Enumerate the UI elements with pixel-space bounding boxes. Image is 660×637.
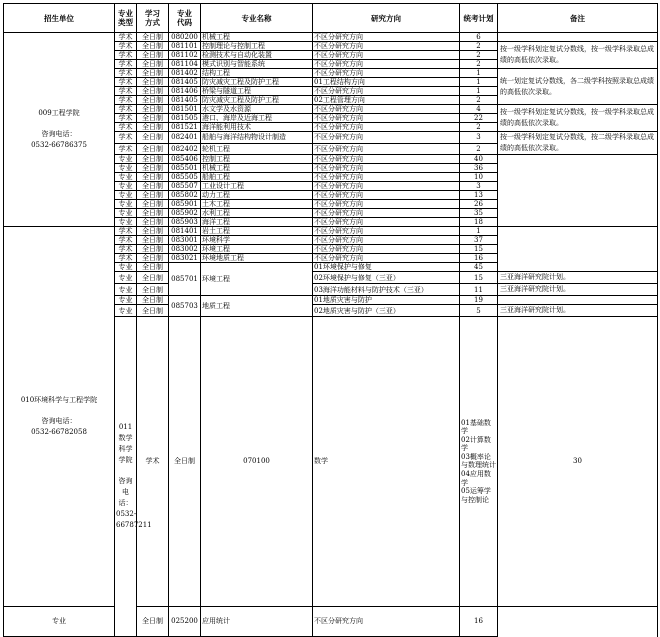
- cell-plan: 19: [460, 296, 498, 305]
- cell-type: 专业: [115, 200, 137, 209]
- cell-type: 学术: [115, 245, 137, 254]
- cell-direction: 不区分研究方向: [313, 218, 460, 227]
- cell-mode: 全日制: [137, 191, 169, 200]
- cell-type: 学术: [115, 51, 137, 60]
- cell-mode: 全日制: [137, 284, 169, 296]
- unit-cell-011: [115, 317, 152, 637]
- cell-code: 085501: [169, 164, 201, 173]
- cell-type: 专业: [4, 606, 115, 636]
- cell-note: 三亚海洋研究院计划。: [498, 272, 658, 284]
- cell-direction: 不区分研究方向: [313, 606, 460, 636]
- cell-note: 按一级学科划定复试分数线，按二级学科录取总成绩的高低依次录取。: [498, 132, 658, 155]
- cell-direction: 不区分研究方向: [313, 87, 460, 96]
- cell-type: 学术: [115, 87, 137, 96]
- cell-major: 动力工程: [201, 191, 313, 200]
- cell-major: 岩土工程: [201, 227, 313, 236]
- unit-name: 011数学科学学院: [118, 423, 133, 464]
- cell-mode: 全日制: [137, 200, 169, 209]
- cell-direction: 不区分研究方向: [313, 114, 460, 123]
- cell-direction: 不区分研究方向: [313, 132, 460, 144]
- cell-code: 085406: [169, 155, 201, 164]
- admissions-table: [3, 3, 658, 637]
- cell-type: 学术: [115, 69, 137, 78]
- cell-direction: 02地质灾害与防护（三亚）: [313, 305, 460, 317]
- cell-mode: 全日制: [137, 182, 169, 191]
- cell-direction: 不区分研究方向: [313, 155, 460, 164]
- cell-plan: 6: [460, 33, 498, 42]
- cell-code: 085901: [169, 200, 201, 209]
- cell-direction: 不区分研究方向: [313, 143, 460, 155]
- cell-plan: 45: [460, 263, 498, 272]
- cell-type: 专业: [115, 296, 137, 305]
- cell-major: 环境工程: [201, 263, 313, 296]
- cell-plan: 1: [460, 87, 498, 96]
- cell-mode: 全日制: [137, 33, 169, 42]
- cell-major: 机械工程: [201, 33, 313, 42]
- cell-code: 025200: [169, 606, 201, 636]
- cell-plan: 18: [460, 218, 498, 227]
- cell-direction: 不区分研究方向: [313, 182, 460, 191]
- cell-major: 轮机工程: [201, 143, 313, 155]
- cell-code: 083002: [169, 245, 201, 254]
- cell-plan: 35: [460, 209, 498, 218]
- header-notes: 备注: [498, 4, 658, 33]
- cell-note: 按一级学科划定复试分数线，按一级学科录取总成绩的高低依次录取。: [498, 105, 658, 132]
- cell-major: 环境科学: [201, 236, 313, 245]
- cell-plan: 15: [460, 272, 498, 284]
- cell-major: 地质工程: [201, 296, 313, 317]
- cell-direction: 不区分研究方向: [313, 123, 460, 132]
- cell-type: 学术: [115, 123, 137, 132]
- cell-mode: 全日制: [137, 78, 169, 87]
- cell-plan: 2: [460, 123, 498, 132]
- cell-type: 学术: [115, 42, 137, 51]
- cell-code: 082402: [169, 143, 201, 155]
- cell-type: 学术: [115, 236, 137, 245]
- cell-type: 专业: [115, 305, 137, 317]
- cell-type: 学术: [115, 96, 137, 105]
- cell-major: 船舶工程: [201, 173, 313, 182]
- cell-mode: 全日制: [137, 60, 169, 69]
- cell-plan: 1: [460, 69, 498, 78]
- table-row: [4, 606, 658, 636]
- cell-code: 081406: [169, 87, 201, 96]
- cell-direction: 不区分研究方向: [313, 105, 460, 114]
- cell-mode: 全日制: [137, 272, 169, 284]
- cell-note: [498, 155, 658, 227]
- cell-note: 三亚海洋研究院计划。: [498, 305, 658, 317]
- cell-mode: 全日制: [137, 123, 169, 132]
- header-mode: 学习 方式: [137, 4, 169, 33]
- cell-direction: 不区分研究方向: [313, 254, 460, 263]
- cell-plan: 2: [460, 143, 498, 155]
- cell-type: 学术: [137, 317, 169, 607]
- unit-cell-010: [4, 227, 115, 607]
- cell-plan: 2: [460, 96, 498, 105]
- cell-code: 085903: [169, 218, 201, 227]
- cell-direction: 01基础数学 02计算数学 03概率论与数理统计 04应用数学 05运筹学与控制论: [460, 317, 498, 607]
- cell-code: 080200: [169, 33, 201, 42]
- cell-type: 专业: [115, 191, 137, 200]
- cell-major: 控制工程: [201, 155, 313, 164]
- unit-cell-009: [4, 33, 115, 227]
- cell-major: 土木工程: [201, 200, 313, 209]
- cell-note: [498, 296, 658, 305]
- cell-type: 专业: [115, 155, 137, 164]
- cell-mode: 全日制: [137, 218, 169, 227]
- cell-mode: 全日制: [137, 305, 169, 317]
- cell-type: 学术: [115, 132, 137, 144]
- cell-code: 070100: [201, 317, 313, 607]
- header-code: 专业 代码: [169, 4, 201, 33]
- cell-type: 专业: [115, 173, 137, 182]
- cell-code: 085703: [169, 296, 201, 317]
- cell-major: 海洋工程: [201, 218, 313, 227]
- cell-mode: 全日制: [137, 143, 169, 155]
- cell-major: 模式识别与智能系统: [201, 60, 313, 69]
- cell-type: 专业: [115, 164, 137, 173]
- cell-major: 海洋能利用技术: [201, 123, 313, 132]
- cell-code: 082401: [169, 132, 201, 144]
- cell-direction: 不区分研究方向: [313, 191, 460, 200]
- cell-type: 专业: [115, 182, 137, 191]
- cell-code: 083021: [169, 254, 201, 263]
- cell-code: 085701: [169, 263, 201, 296]
- cell-code: 081401: [169, 227, 201, 236]
- cell-plan: 37: [460, 236, 498, 245]
- cell-major: 工业设计工程: [201, 182, 313, 191]
- unit-phone: 咨询电话： 0532-66782058: [31, 416, 87, 436]
- cell-direction: 02环境保护与修复（三亚）: [313, 272, 460, 284]
- cell-major: 防灾减灾工程及防护工程: [201, 96, 313, 105]
- cell-note: 三亚海洋研究院计划。: [498, 284, 658, 296]
- header-major: 专业名称: [201, 4, 313, 33]
- cell-major: 环境工程: [201, 245, 313, 254]
- cell-direction: 不区分研究方向: [313, 209, 460, 218]
- cell-major: 检测技术与自动化装置: [201, 51, 313, 60]
- cell-mode: 全日制: [137, 51, 169, 60]
- cell-code: 081405: [169, 78, 201, 87]
- cell-direction: 不区分研究方向: [313, 173, 460, 182]
- cell-code: 081101: [169, 42, 201, 51]
- cell-type: 学术: [115, 60, 137, 69]
- cell-direction: 01地质灾害与防护: [313, 296, 460, 305]
- cell-mode: 全日制: [137, 155, 169, 164]
- cell-direction: 03海洋功能材料与防护技术（三亚）: [313, 284, 460, 296]
- cell-direction: 不区分研究方向: [313, 69, 460, 78]
- cell-code: 081521: [169, 123, 201, 132]
- table-row: [4, 33, 658, 42]
- cell-major: 港口、海岸及近海工程: [201, 114, 313, 123]
- cell-mode: 全日制: [137, 96, 169, 105]
- cell-major: 防灾减灾工程及防护工程: [201, 78, 313, 87]
- cell-mode: 全日制: [137, 245, 169, 254]
- cell-type: 学术: [115, 105, 137, 114]
- cell-plan: 4: [460, 105, 498, 114]
- cell-major: 应用统计: [201, 606, 313, 636]
- cell-code: 085505: [169, 173, 201, 182]
- cell-note: [498, 33, 658, 42]
- cell-major: 水利工程: [201, 209, 313, 218]
- cell-code: 081505: [169, 114, 201, 123]
- table-row: [4, 227, 658, 236]
- cell-plan: 13: [460, 191, 498, 200]
- cell-note: 统一划定复试分数线，各二级学科按照录取总成绩的高低依次录取。: [498, 69, 658, 105]
- cell-plan: 2: [460, 42, 498, 51]
- cell-type: 专业: [115, 272, 137, 284]
- cell-major: 数学: [313, 317, 460, 607]
- cell-type: 学术: [115, 33, 137, 42]
- cell-major: 水文学及水资源: [201, 105, 313, 114]
- cell-note: 按一级学科划定复试分数线，按一级学科录取总成绩的高低依次录取。: [498, 42, 658, 69]
- cell-plan: 3: [460, 182, 498, 191]
- cell-plan: 5: [460, 305, 498, 317]
- cell-direction: 不区分研究方向: [313, 60, 460, 69]
- cell-type: 学术: [115, 143, 137, 155]
- cell-major: 桥梁与隧道工程: [201, 87, 313, 96]
- cell-direction: 02工程管理方向: [313, 96, 460, 105]
- header-unit: 招生单位: [4, 4, 115, 33]
- cell-code: 085902: [169, 209, 201, 218]
- cell-major: 结构工程: [201, 69, 313, 78]
- cell-code: 081402: [169, 69, 201, 78]
- cell-direction: 不区分研究方向: [313, 42, 460, 51]
- cell-major: 控制理论与控制工程: [201, 42, 313, 51]
- unit-name: 009工程学院: [38, 109, 80, 117]
- cell-note: [498, 227, 658, 272]
- header-direction: 研究方向: [313, 4, 460, 33]
- cell-plan: 3: [460, 132, 498, 144]
- cell-type: 专业: [115, 218, 137, 227]
- cell-code: 085802: [169, 191, 201, 200]
- unit-phone: 咨询电话： 0532-66786375: [31, 130, 87, 149]
- cell-mode: 全日制: [137, 42, 169, 51]
- cell-type: 学术: [115, 78, 137, 87]
- cell-type: 专业: [115, 263, 137, 272]
- cell-plan: 2: [460, 51, 498, 60]
- cell-plan: 10: [460, 173, 498, 182]
- cell-type: 学术: [115, 254, 137, 263]
- cell-direction: 不区分研究方向: [313, 245, 460, 254]
- cell-major: 环境地质工程: [201, 254, 313, 263]
- cell-plan: 2: [460, 60, 498, 69]
- cell-type: 学术: [115, 227, 137, 236]
- cell-code: 081104: [169, 60, 201, 69]
- cell-type: 专业: [115, 209, 137, 218]
- cell-direction: 不区分研究方向: [313, 200, 460, 209]
- cell-mode: 全日制: [137, 173, 169, 182]
- cell-direction: 不区分研究方向: [313, 227, 460, 236]
- cell-mode: 全日制: [137, 114, 169, 123]
- cell-code: 081501: [169, 105, 201, 114]
- cell-direction: 不区分研究方向: [313, 51, 460, 60]
- unit-phone: 咨询电话： 0532-66787211: [116, 477, 152, 529]
- cell-plan: 30: [498, 317, 658, 607]
- cell-plan: 26: [460, 200, 498, 209]
- cell-mode: 全日制: [137, 87, 169, 96]
- header-type: 专业 类型: [115, 4, 137, 33]
- cell-plan: 22: [460, 114, 498, 123]
- cell-mode: 全日制: [169, 317, 201, 607]
- cell-mode: 全日制: [137, 606, 169, 636]
- cell-plan: 16: [460, 254, 498, 263]
- cell-mode: 全日制: [137, 69, 169, 78]
- cell-mode: 全日制: [137, 164, 169, 173]
- unit-name: 010环境科学与工程学院: [20, 395, 98, 404]
- cell-mode: 全日制: [137, 105, 169, 114]
- cell-code: 083001: [169, 236, 201, 245]
- header-row: [4, 4, 658, 33]
- cell-direction: 01工程结构方向: [313, 78, 460, 87]
- cell-mode: 全日制: [137, 254, 169, 263]
- cell-plan: 1: [460, 227, 498, 236]
- cell-mode: 全日制: [137, 236, 169, 245]
- cell-mode: 全日制: [137, 209, 169, 218]
- cell-code: 085507: [169, 182, 201, 191]
- cell-mode: 全日制: [137, 132, 169, 144]
- cell-plan: 11: [460, 284, 498, 296]
- cell-major: 机械工程: [201, 164, 313, 173]
- cell-direction: 01环境保护与修复: [313, 263, 460, 272]
- header-plan: 统考计划: [460, 4, 498, 33]
- cell-code: 081102: [169, 51, 201, 60]
- cell-plan: 40: [460, 155, 498, 164]
- cell-mode: 全日制: [137, 296, 169, 305]
- cell-mode: 全日制: [137, 227, 169, 236]
- cell-major: 船舶与海洋结构物设计制造: [201, 132, 313, 144]
- cell-direction: 不区分研究方向: [313, 164, 460, 173]
- cell-type: 学术: [115, 114, 137, 123]
- cell-mode: 全日制: [137, 263, 169, 272]
- cell-direction: 不区分研究方向: [313, 236, 460, 245]
- cell-code: 081405: [169, 96, 201, 105]
- cell-plan: 15: [460, 245, 498, 254]
- cell-direction: 不区分研究方向: [313, 33, 460, 42]
- cell-plan: 16: [460, 606, 498, 636]
- cell-plan: 36: [460, 164, 498, 173]
- cell-type: 专业: [115, 284, 137, 296]
- cell-plan: 1: [460, 78, 498, 87]
